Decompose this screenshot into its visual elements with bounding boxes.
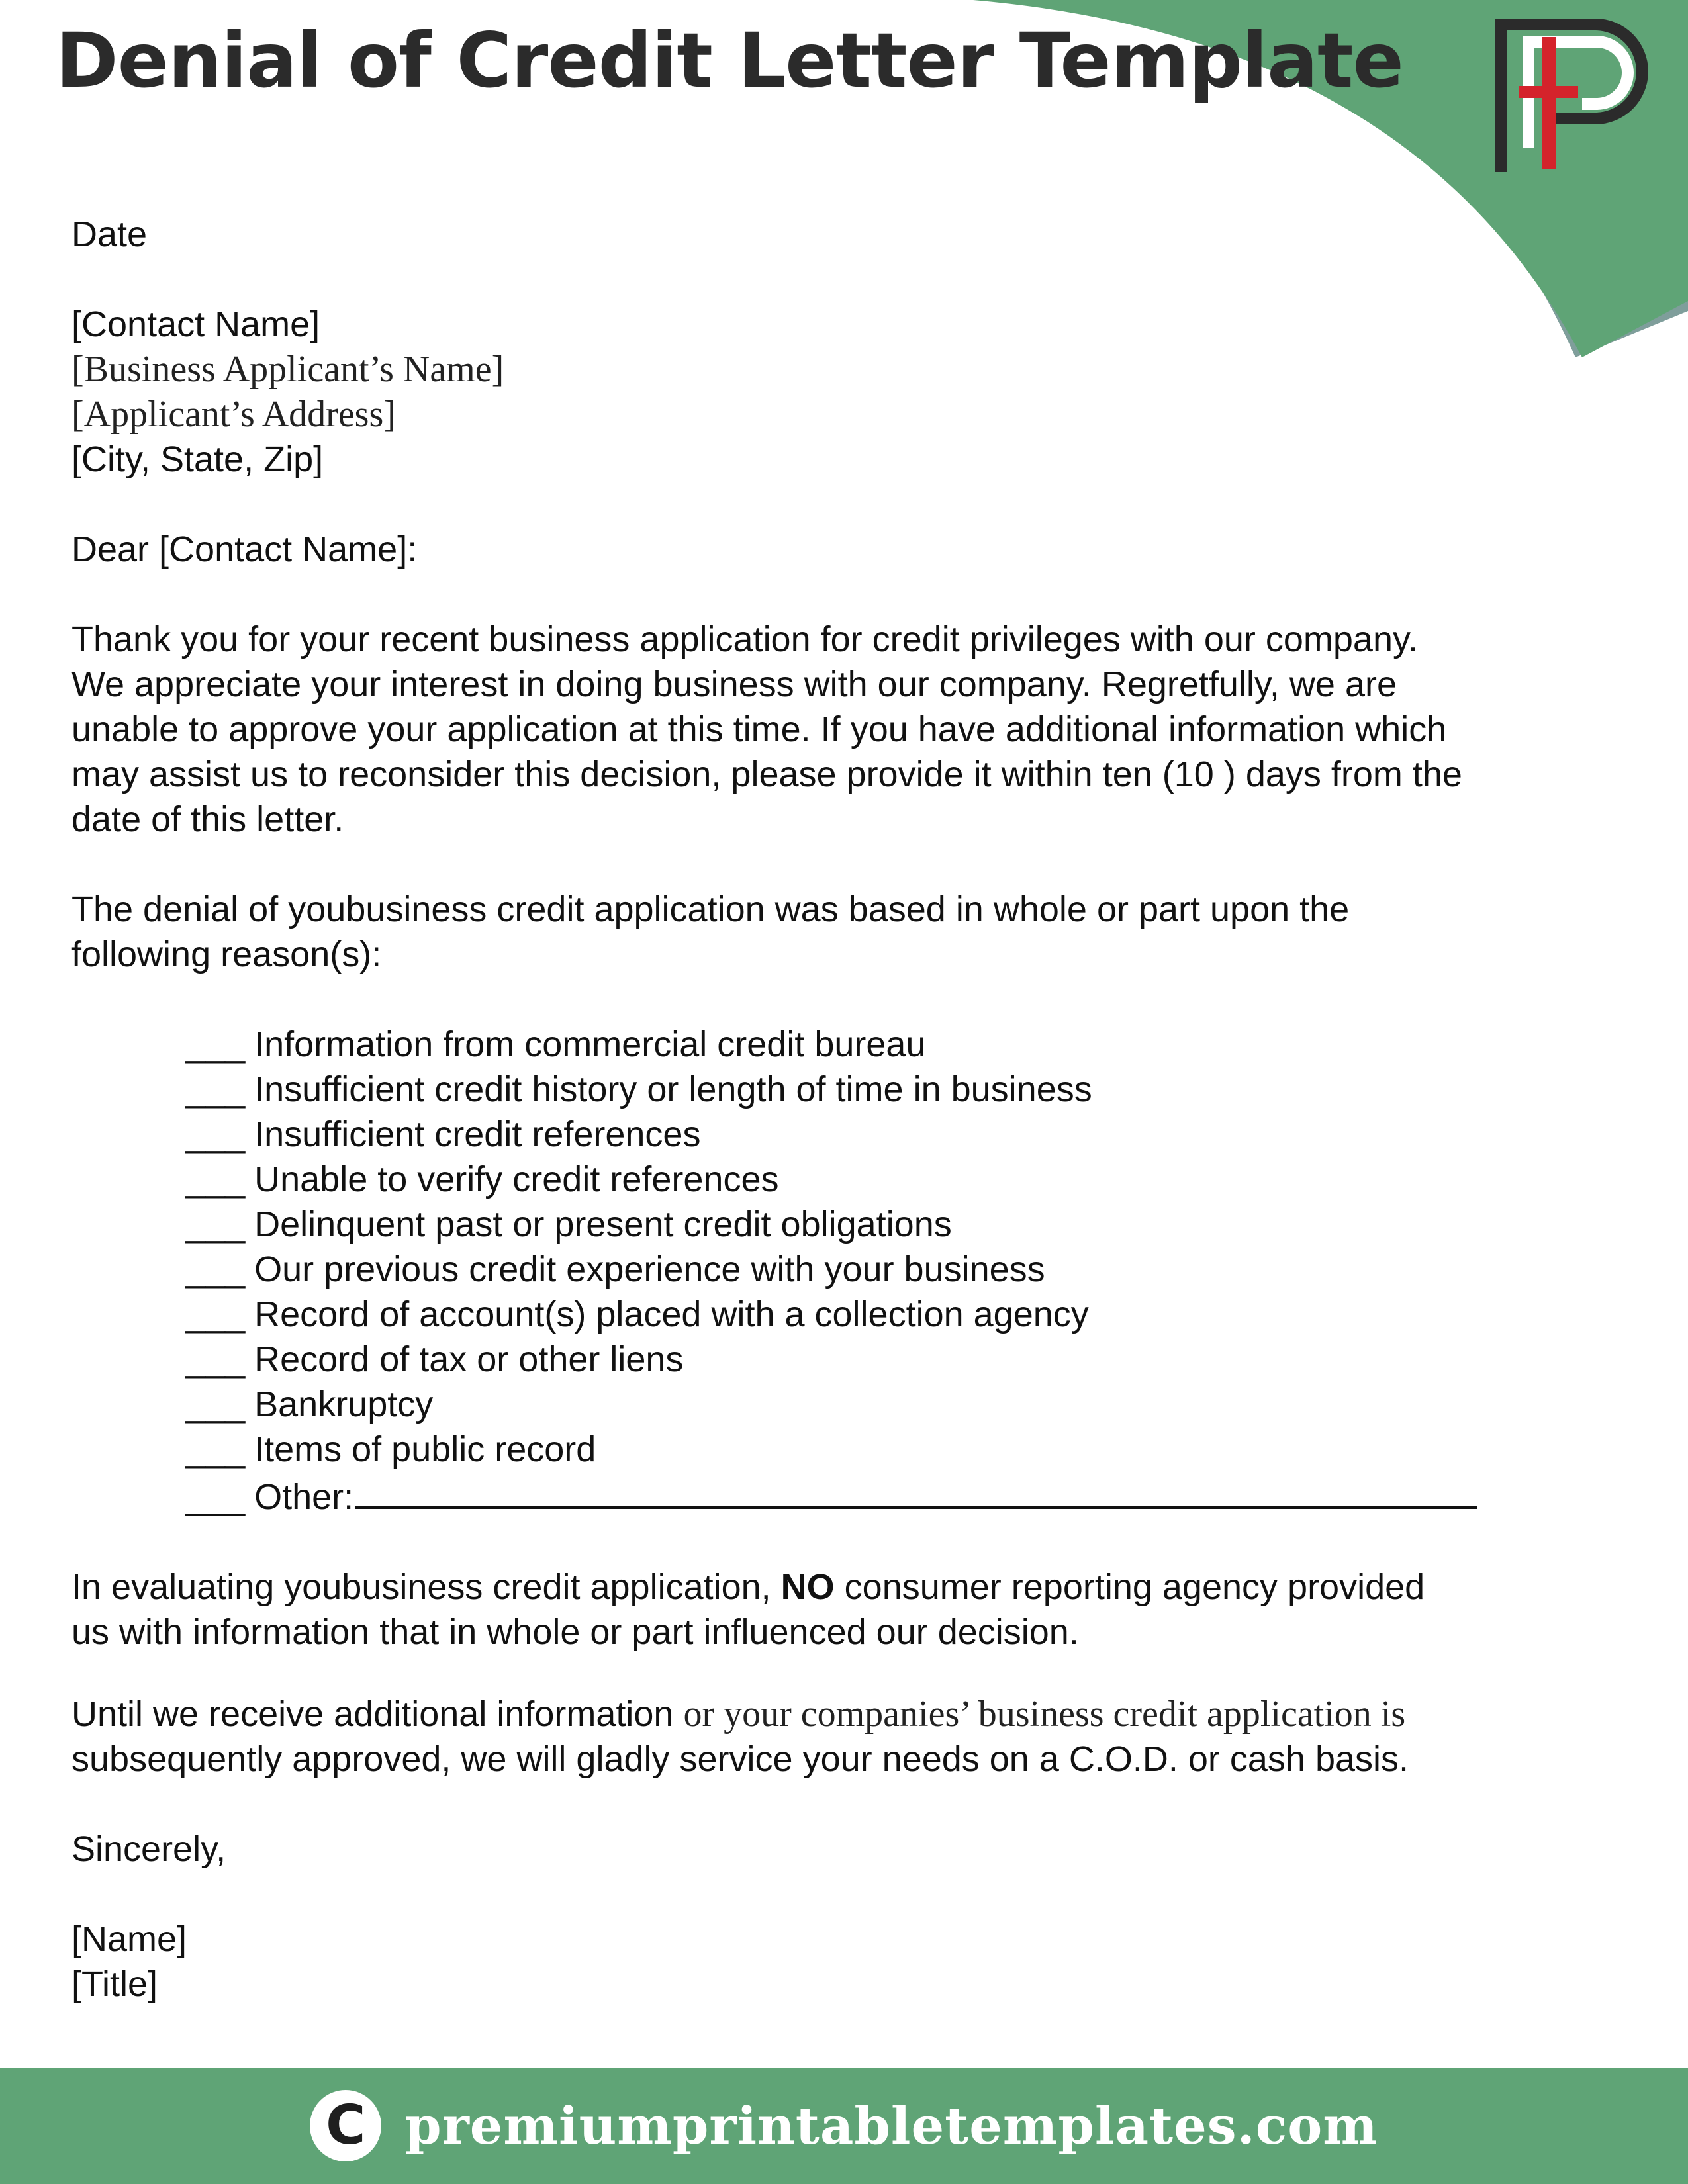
- checkbox-blank[interactable]: ___: [185, 1069, 246, 1109]
- paragraph-cod: [71, 1692, 1581, 1782]
- checkbox-blank[interactable]: ___: [185, 1115, 246, 1154]
- paragraph-consumer-reporting: [71, 1565, 1581, 1655]
- contact-name: [Contact Name]: [71, 304, 320, 344]
- checkbox-blank[interactable]: ___: [185, 1340, 246, 1379]
- copyright-icon: [310, 2090, 381, 2161]
- reason-item: [185, 1427, 1581, 1472]
- reason-text: Our previous credit experience with your business: [254, 1250, 1045, 1289]
- checkbox-blank[interactable]: ___: [185, 1205, 246, 1244]
- checkbox-blank[interactable]: ___: [185, 1430, 246, 1469]
- recipient-address: [71, 302, 1581, 482]
- reason-item: [185, 1067, 1581, 1112]
- signature-name: [Name]: [71, 1919, 187, 1959]
- paragraph-line: We appreciate your interest in doing business with our company. Regretfully, we are: [71, 664, 1397, 704]
- checkbox-blank[interactable]: ___: [185, 1295, 246, 1334]
- checkbox-blank[interactable]: ___: [185, 1477, 246, 1517]
- paragraph-line: The denial of youbusiness credit application was based in whole or part upon the: [71, 889, 1350, 929]
- copyright-symbol: C: [326, 2094, 366, 2157]
- paragraph-intro: [71, 617, 1581, 842]
- reason-text: Delinquent past or present credit obligations: [254, 1205, 952, 1244]
- text-segment: or your companies’ business credit application is: [683, 1694, 1406, 1735]
- text-segment: In evaluating youbusiness credit application,: [71, 1567, 781, 1607]
- reason-text: Items of public record: [254, 1430, 596, 1469]
- paragraph-line: Thank you for your recent business application for credit privileges with our company.: [71, 619, 1418, 659]
- checkbox-blank[interactable]: ___: [185, 1024, 246, 1064]
- paragraph-line: following reason(s):: [71, 934, 382, 974]
- reason-text: Bankruptcy: [254, 1385, 434, 1424]
- letter-body: [71, 212, 1581, 2007]
- reason-item: [185, 1112, 1581, 1157]
- text-segment: Until we receive additional information: [71, 1694, 684, 1734]
- emphasis-no: NO: [780, 1567, 835, 1607]
- reason-text: Insufficient credit references: [254, 1115, 701, 1154]
- reason-item: [185, 1337, 1581, 1382]
- reason-item: [185, 1382, 1581, 1427]
- footer-website[interactable]: premiumprintabletemplates.com: [405, 2095, 1378, 2156]
- checkbox-blank[interactable]: ___: [185, 1160, 246, 1199]
- reason-item: [185, 1022, 1581, 1067]
- closing: Sincerely,: [71, 1829, 226, 1869]
- reason-text: Insufficient credit history or length of time in business: [254, 1069, 1092, 1109]
- applicant-address: [Applicant’s Address]: [71, 394, 396, 435]
- reason-item: [185, 1247, 1581, 1292]
- reason-item: [185, 1292, 1581, 1337]
- reason-text: Information from commercial credit bureau: [254, 1024, 926, 1064]
- footer-bar: [0, 2068, 1688, 2184]
- checkbox-blank[interactable]: ___: [185, 1385, 246, 1424]
- letter-date: Date: [71, 214, 148, 254]
- paragraph-line: [71, 1565, 1581, 1610]
- reason-item: [185, 1157, 1581, 1202]
- paragraph-line: us with information that in whole or part influenced our decision.: [71, 1612, 1079, 1652]
- ppt-logo-icon: [1489, 13, 1662, 179]
- paragraph-line: subsequently approved, we will gladly service your needs on a C.O.D. or cash basis.: [71, 1739, 1409, 1779]
- paragraph-line: date of this letter.: [71, 799, 344, 839]
- paragraph-line: unable to approve your application at this time. If you have additional information which: [71, 709, 1447, 749]
- reason-text: Record of tax or other liens: [254, 1340, 684, 1379]
- paragraph-line: [71, 1692, 1581, 1737]
- other-reason-field[interactable]: [355, 1472, 1477, 1509]
- reason-item-other: [185, 1472, 1581, 1520]
- reason-list: [71, 1022, 1581, 1520]
- paragraph-line: may assist us to reconsider this decision, please provide it within ten (10 ) days from the: [71, 754, 1462, 794]
- reason-text: Unable to verify credit references: [254, 1160, 779, 1199]
- checkbox-blank[interactable]: ___: [185, 1250, 246, 1289]
- city-state-zip: [City, State, Zip]: [71, 439, 324, 479]
- reason-text: Record of account(s) placed with a collection agency: [254, 1295, 1089, 1334]
- signature-title: [Title]: [71, 1964, 158, 2004]
- reason-text: Other:: [254, 1477, 354, 1517]
- text-segment: consumer reporting agency provided: [834, 1567, 1425, 1607]
- business-name: [Business Applicant’s Name]: [71, 349, 504, 390]
- salutation: Dear [Contact Name]:: [71, 529, 418, 569]
- page-title: Denial of Credit Letter Template: [56, 17, 1403, 105]
- paragraph-denial: [71, 887, 1581, 977]
- reason-item: [185, 1202, 1581, 1247]
